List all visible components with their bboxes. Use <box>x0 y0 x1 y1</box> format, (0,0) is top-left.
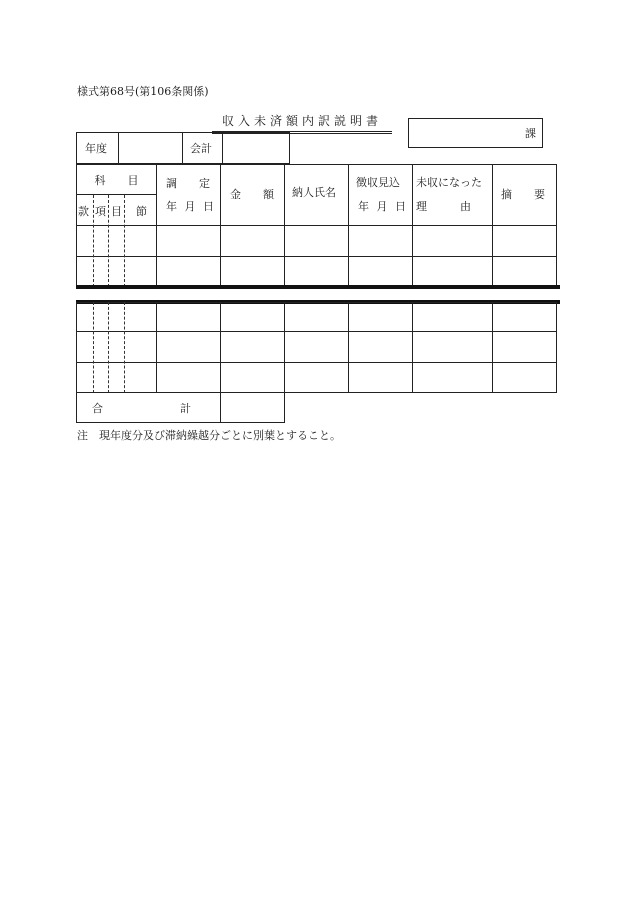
remarks-header: 摘 要 <box>501 188 545 201</box>
account-field[interactable] <box>223 133 289 163</box>
subject-sub-setsu: 節 <box>136 205 147 218</box>
amount-header: 金 額 <box>230 188 274 201</box>
assessment-date-header: 年 月 日 <box>166 200 216 213</box>
form-number: 様式第68号(第106条関係) <box>77 85 209 98</box>
total-amount-field[interactable] <box>221 393 284 422</box>
division-box[interactable] <box>408 118 543 148</box>
payer-name-header: 納人氏名 <box>292 186 336 199</box>
subject-sub-kou: 項 <box>95 205 106 218</box>
subject-sub-moku: 目 <box>111 205 122 218</box>
document-title: 収入未済額内訳説明書 <box>212 112 392 134</box>
subject-sub-kan: 款 <box>78 205 89 218</box>
fiscal-year-field[interactable] <box>119 133 181 163</box>
account-label: 会計 <box>190 142 212 155</box>
total-label: 合 計 <box>92 402 191 415</box>
uncollected-reason-header: 未収になった <box>416 176 482 189</box>
separator-top <box>76 285 560 289</box>
fiscal-year-label: 年度 <box>85 142 107 155</box>
footnote: 注 現年度分及び滞納繰越分ごとに別葉とすること。 <box>77 429 341 442</box>
uncollected-reason-subheader: 理 由 <box>416 200 471 213</box>
subject-header: 科 目 <box>94 174 139 187</box>
expected-collection-date-header: 年 月 日 <box>358 200 408 213</box>
assessment-header: 調 定 <box>166 177 210 190</box>
division-label: 課 <box>525 127 536 140</box>
lower-table <box>76 302 557 393</box>
expected-collection-header: 徴収見込 <box>356 176 400 189</box>
